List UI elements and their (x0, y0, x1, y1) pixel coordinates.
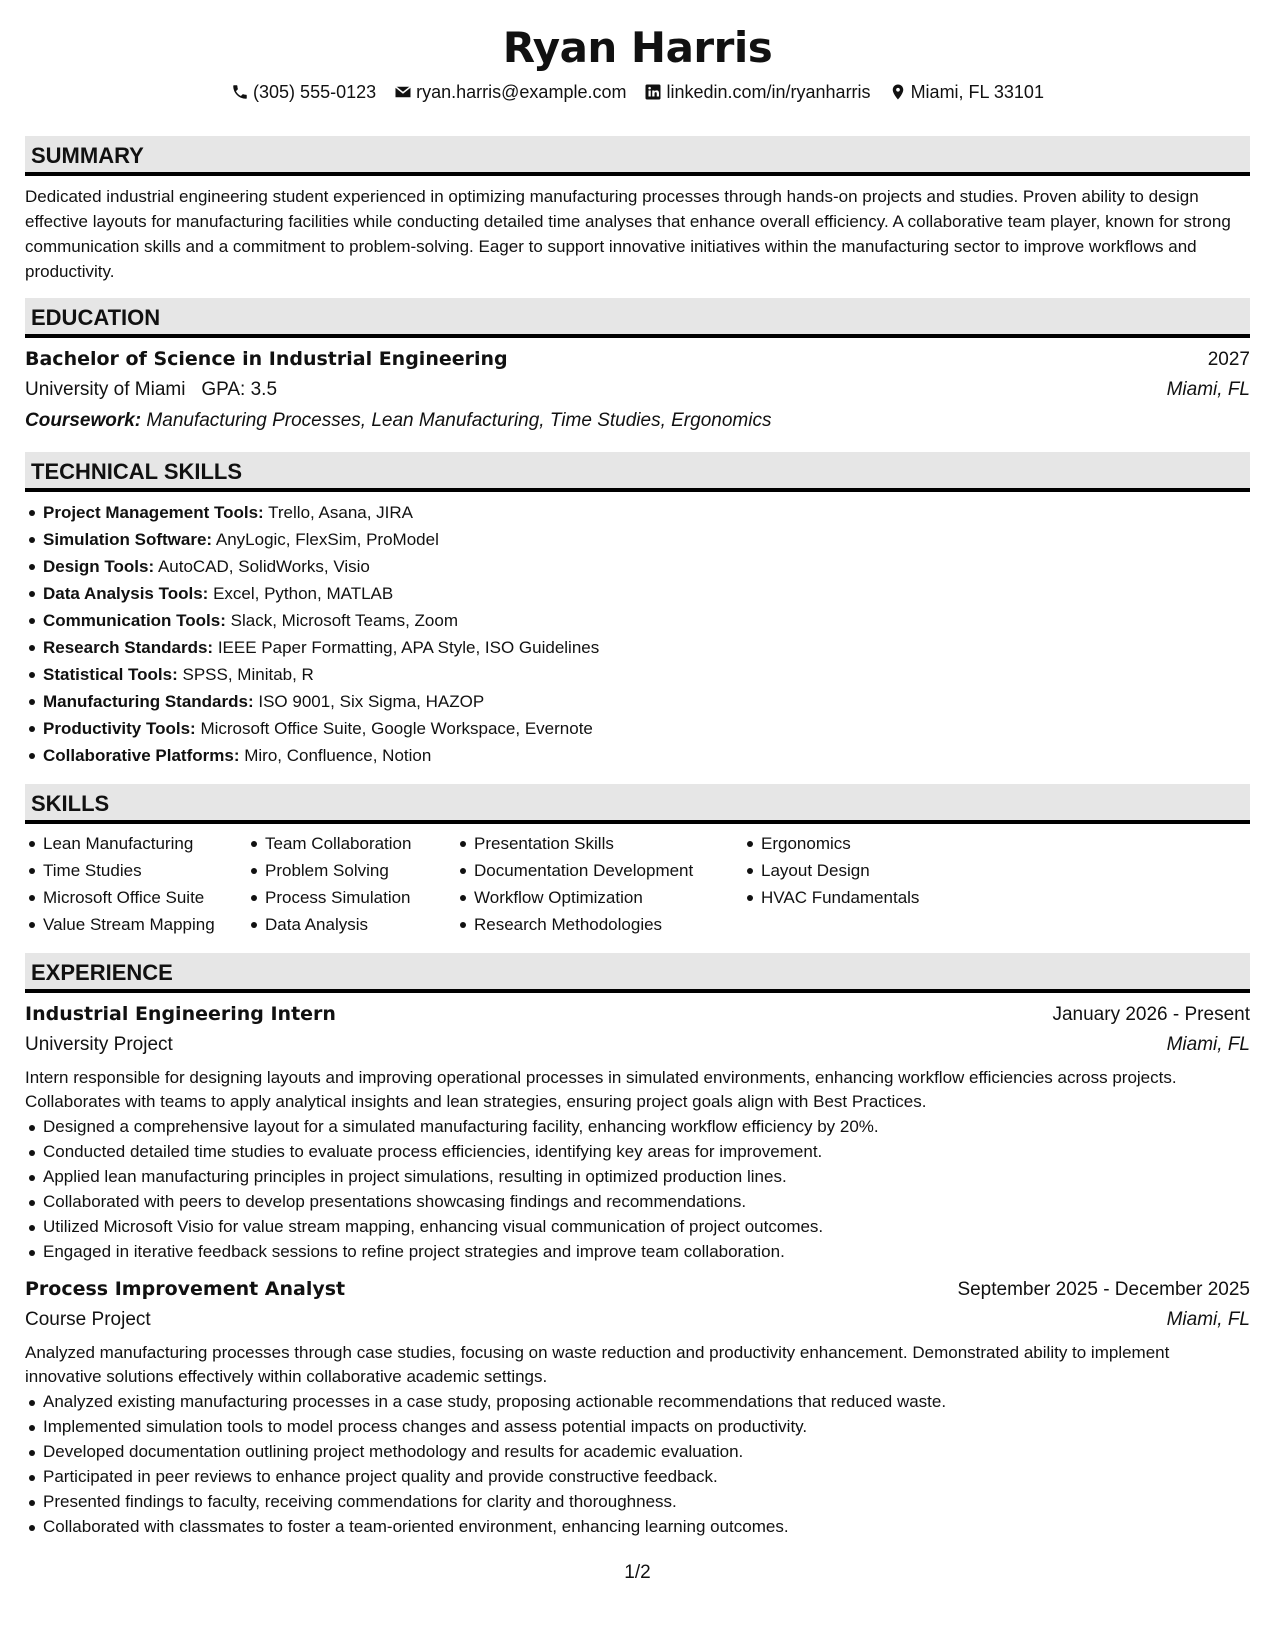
section-heading: SUMMARY (25, 136, 1250, 176)
skills-column (743, 830, 963, 938)
page-number: 1/2 (624, 1562, 651, 1583)
job-location: Miami, FL (1166, 1309, 1250, 1330)
list-item: Workflow Optimization (456, 884, 743, 911)
linkedin-icon (644, 83, 662, 101)
job-org: University Project (25, 1034, 173, 1055)
linkedin-link[interactable]: linkedin.com/in/ryanharris (666, 82, 871, 102)
coursework-list: Manufacturing Processes, Lean Manufacturing, Time Studies, Ergonomics (146, 410, 772, 431)
gpa: GPA: 3.5 (201, 379, 278, 400)
job-dates: January 2026 - Present (1052, 1004, 1250, 1025)
job-title: Industrial Engineering Intern (25, 1003, 336, 1025)
job-title: Process Improvement Analyst (25, 1278, 346, 1300)
envelope-icon (394, 83, 412, 101)
contact-phone (231, 80, 376, 104)
resume-page (25, 0, 1250, 1539)
list-item: Designed a comprehensive layout for a simulated manufacturing facility, enhancing workflow efficiency by 20%. (25, 1114, 1250, 1139)
list-item: Layout Design (743, 857, 963, 884)
skills-column (25, 830, 247, 938)
list-item: Documentation Development (456, 857, 743, 884)
skills-grid (25, 830, 1250, 938)
list-item: Statistical Tools: SPSS, Minitab, R (25, 661, 1250, 688)
candidate-name: Ryan Harris (502, 23, 773, 72)
list-item: Research Standards: IEEE Paper Formatting, APA Style, ISO Guidelines (25, 634, 1250, 661)
degree-title: Bachelor of Science in Industrial Engineering (25, 348, 508, 370)
phone-text: (305) 555-0123 (253, 82, 377, 102)
technical-skills-list (25, 499, 1250, 769)
job-dates: September 2025 - December 2025 (957, 1279, 1250, 1300)
list-item: Developed documentation outlining project methodology and results for academic evaluation. (25, 1439, 1250, 1464)
education-school-row (25, 375, 1250, 405)
email-link[interactable]: ryan.harris@example.com (416, 82, 627, 102)
list-item: Data Analysis Tools: Excel, Python, MATLAB (25, 580, 1250, 607)
phone-icon (231, 83, 249, 101)
list-item: Data Analysis (247, 911, 456, 938)
contact-linkedin[interactable] (644, 80, 870, 104)
skills-column (247, 830, 456, 938)
list-item: Research Methodologies (456, 911, 743, 938)
list-item: Collaborated with classmates to foster a team-oriented environment, enhancing learning outcomes. (25, 1514, 1250, 1539)
summary-text: Dedicated industrial engineering student experienced in optimizing manufacturing processes through hands-on projects and studies. Proven ability to design effective layouts for manufacturing facilities while conducting detailed time analyses that enhance overall efficiency. A collaborative team player, known for strong communication skills and a commitment to problem-solving. Eager to support innovative initiatives within the manufacturing sector to improve workflows and productivity. (25, 187, 1231, 281)
contact-bar (25, 80, 1250, 104)
list-item: Conducted detailed time studies to evaluate process efficiencies, identifying key areas for improvement. (25, 1139, 1250, 1164)
list-item: Collaborative Platforms: Miro, Confluence, Notion (25, 742, 1250, 769)
section-heading: SKILLS (25, 784, 1250, 824)
list-item: Applied lean manufacturing principles in project simulations, resulting in optimized production lines. (25, 1164, 1250, 1189)
school-name: University of Miami (25, 379, 186, 400)
job-entry (25, 999, 1250, 1264)
skills-section (25, 784, 1250, 938)
job-location: Miami, FL (1166, 1034, 1250, 1055)
coursework-line (25, 405, 1250, 436)
list-item: HVAC Fundamentals (743, 884, 963, 911)
experience-section (25, 953, 1250, 1539)
list-item: Ergonomics (743, 830, 963, 857)
section-heading: EDUCATION (25, 298, 1250, 338)
list-item: Manufacturing Standards: ISO 9001, Six Sigma, HAZOP (25, 688, 1250, 715)
graduation-year: 2027 (1207, 349, 1250, 370)
job-entry (25, 1274, 1250, 1539)
contact-location (889, 80, 1044, 104)
job-description: Analyzed manufacturing processes through case studies, focusing on waste reduction and productivity enhancement. Demonstrated ability to implement innovative solutions effectively within collaborative academic settings. (25, 1343, 1170, 1386)
list-item: Time Studies (25, 857, 247, 884)
list-item: Process Simulation (247, 884, 456, 911)
skills-column (456, 830, 743, 938)
list-item: Team Collaboration (247, 830, 456, 857)
list-item: Analyzed existing manufacturing processes in a case study, proposing actionable recommendations that reduced waste. (25, 1389, 1250, 1414)
list-item: Presentation Skills (456, 830, 743, 857)
job-org: Course Project (25, 1309, 151, 1330)
technical-skills-section (25, 452, 1250, 769)
section-heading: EXPERIENCE (25, 953, 1250, 993)
job-bullets (25, 1114, 1250, 1264)
education-section (25, 298, 1250, 436)
list-item: Utilized Microsoft Visio for value stream mapping, enhancing visual communication of project outcomes. (25, 1214, 1250, 1239)
list-item: Simulation Software: AnyLogic, FlexSim, ProModel (25, 526, 1250, 553)
job-bullets (25, 1389, 1250, 1539)
list-item: Problem Solving (247, 857, 456, 884)
list-item: Implemented simulation tools to model process changes and assess potential impacts on productivity. (25, 1414, 1250, 1439)
list-item: Communication Tools: Slack, Microsoft Teams, Zoom (25, 607, 1250, 634)
list-item: Engaged in iterative feedback sessions to refine project strategies and improve team collaboration. (25, 1239, 1250, 1264)
list-item: Collaborated with peers to develop presentations showcasing findings and recommendations. (25, 1189, 1250, 1214)
contact-email[interactable] (394, 80, 626, 104)
list-item: Microsoft Office Suite (25, 884, 247, 911)
map-pin-icon (889, 83, 907, 101)
list-item: Presented findings to faculty, receiving commendations for clarity and thoroughness. (25, 1489, 1250, 1514)
list-item: Value Stream Mapping (25, 911, 247, 938)
list-item: Productivity Tools: Microsoft Office Suite, Google Workspace, Evernote (25, 715, 1250, 742)
location-text: Miami, FL 33101 (910, 82, 1044, 102)
job-description: Intern responsible for designing layouts and improving operational processes in simulated environments, enhancing workflow efficiencies across projects. Collaborates with teams to apply analytical insights and lean strategies, ensuring project goals align with Best Practices. (25, 1068, 1177, 1111)
education-header-row (25, 344, 1250, 375)
coursework-label: Coursework: (25, 410, 142, 431)
list-item: Project Management Tools: Trello, Asana, JIRA (25, 499, 1250, 526)
list-item: Participated in peer reviews to enhance project quality and provide constructive feedback. (25, 1464, 1250, 1489)
section-heading: TECHNICAL SKILLS (25, 452, 1250, 492)
list-item: Design Tools: AutoCAD, SolidWorks, Visio (25, 553, 1250, 580)
school-location: Miami, FL (1166, 379, 1250, 400)
list-item: Lean Manufacturing (25, 830, 247, 857)
summary-section (25, 136, 1250, 284)
